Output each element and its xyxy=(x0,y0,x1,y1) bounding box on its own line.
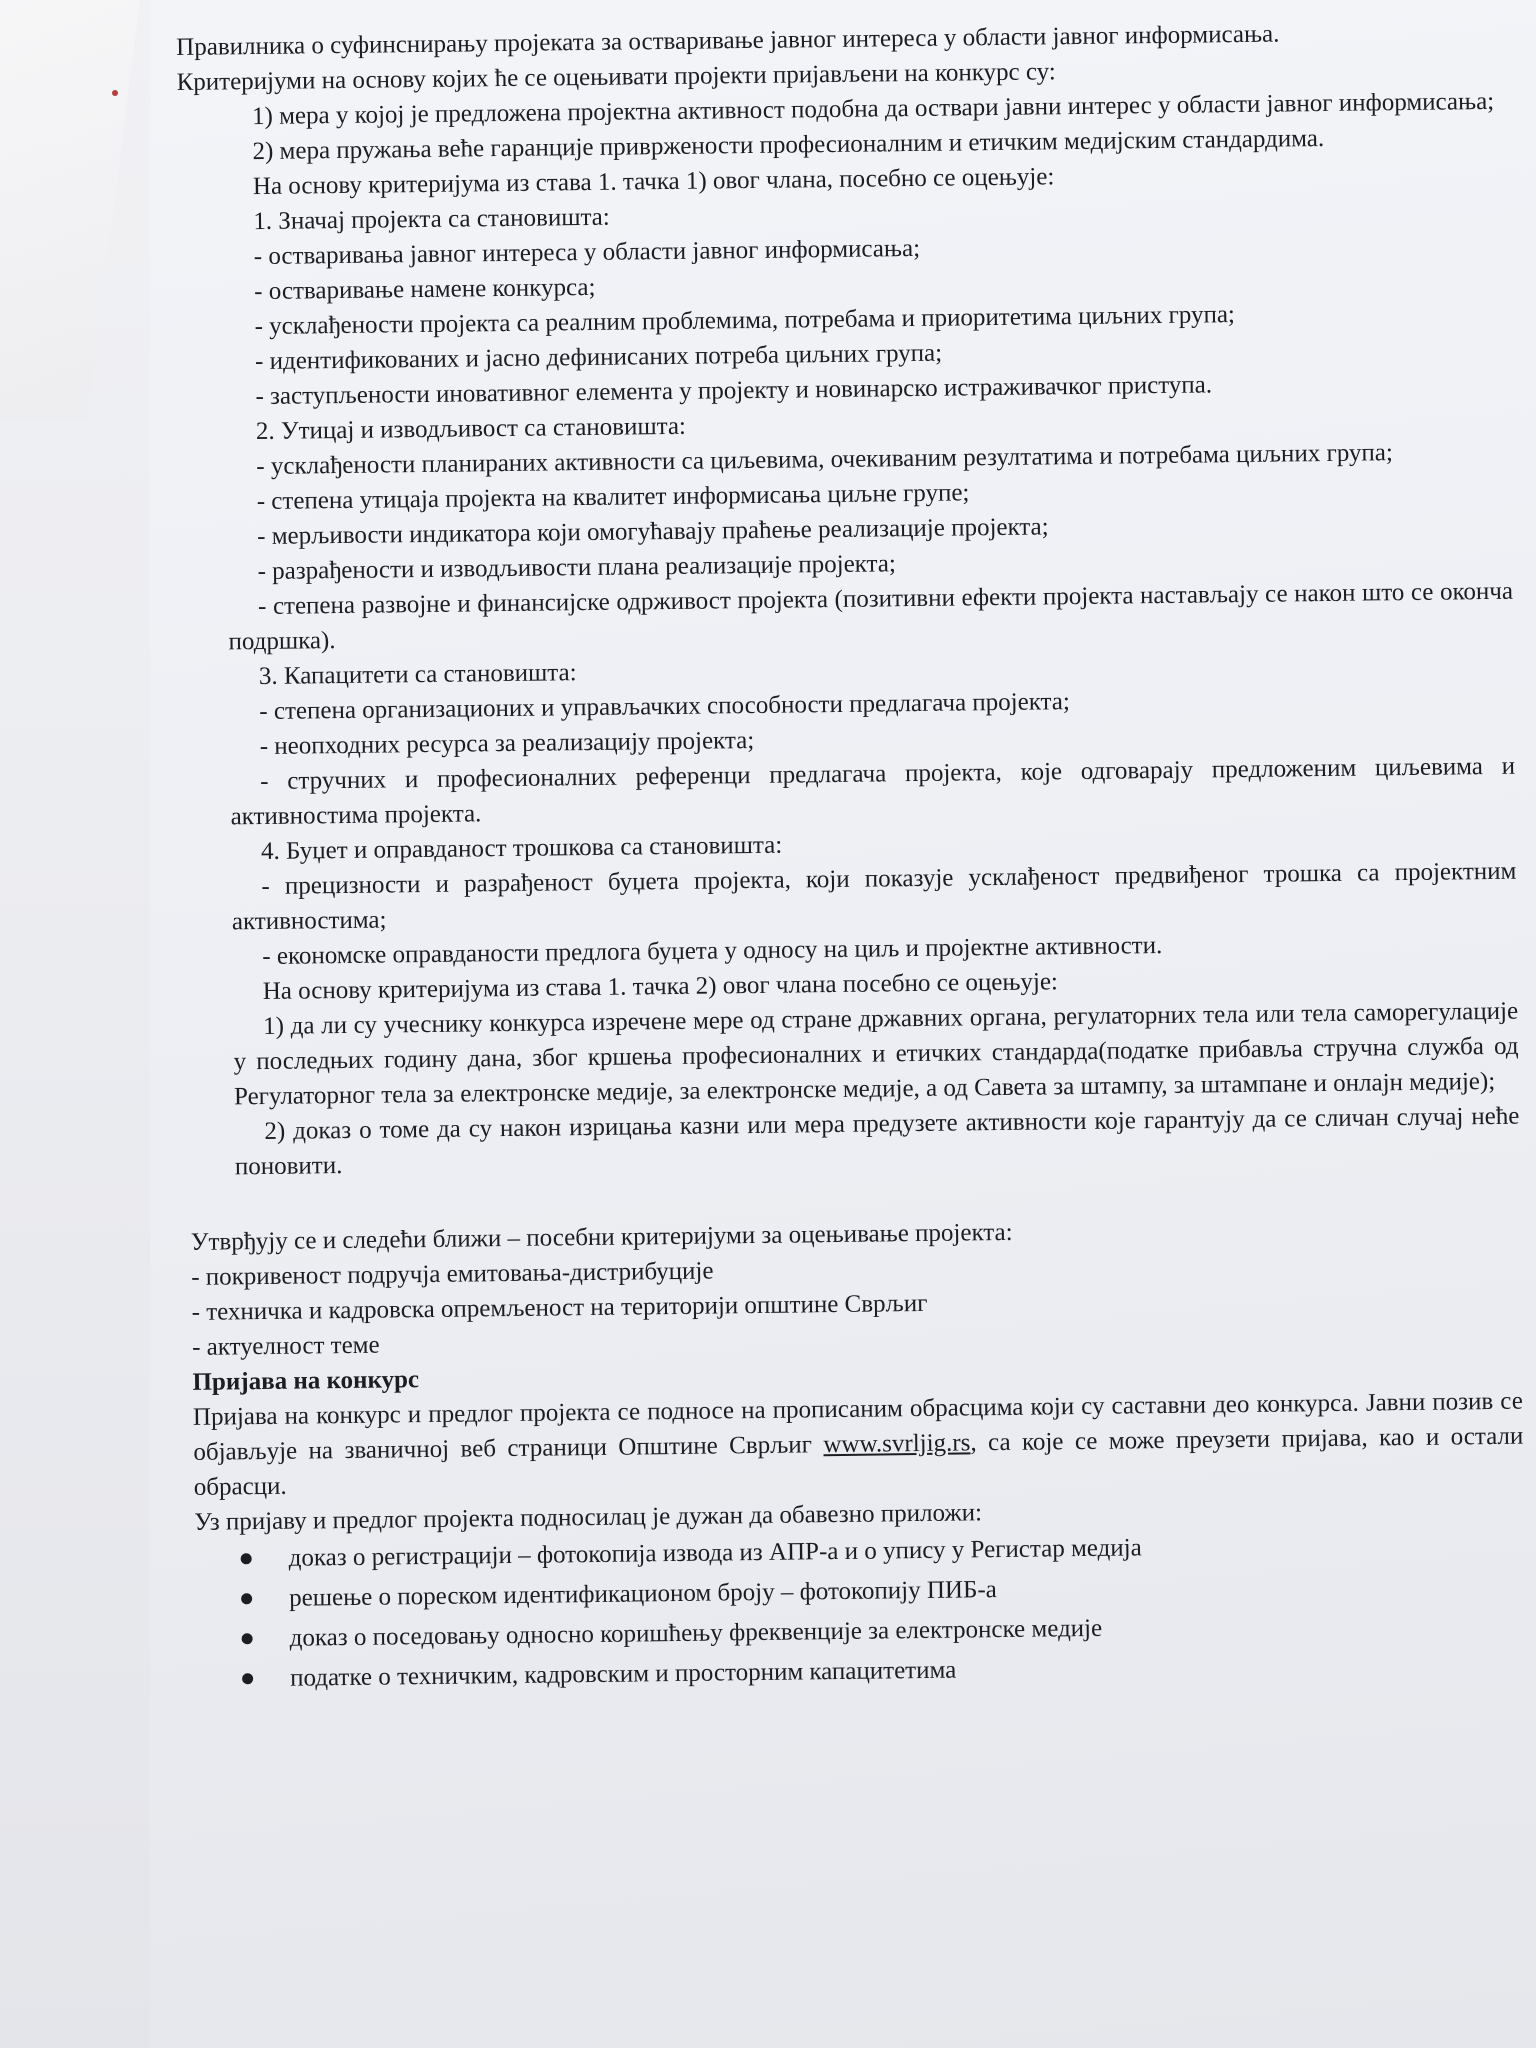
group-item: - степена организационих и управљачких способности предлагача пројекта; xyxy=(259,688,1070,726)
bullet-icon xyxy=(241,1593,252,1604)
extra-criterion: - покривеност подручја емитовања-дистрибуције xyxy=(191,1257,714,1291)
group-heading: 4. Буџет и оправданост трошкова са становишта: xyxy=(260,831,783,866)
application-heading: Пријава на конкурс xyxy=(192,1366,420,1396)
group-heading: 2. Утицај и изводљивост са становишта: xyxy=(255,412,687,446)
website-link[interactable]: www.svrljig.rs xyxy=(823,1429,971,1459)
group-item: - степена утицаја пројекта на квалитет информисања циљне групе; xyxy=(256,479,970,516)
attachments-list xyxy=(194,1524,1526,1700)
main-criterion-2: 2) мера пружања веће гаранције привржености професионалним и етичким медијским стандардима. xyxy=(252,124,1325,166)
group-item: - усклађености планираних активности са циљевима, очекиваним резултатима и потребама циљних група; xyxy=(256,439,1393,481)
underlying-page xyxy=(0,0,140,420)
criteria-intro: Критеријуми на основу којих ће се оцењивати пројекти пријављени на конкурс су: xyxy=(176,58,1056,96)
group-heading: 3. Капацитети са становишта: xyxy=(258,659,577,691)
list-item-text: доказ о поседовању односно коришћењу фреквенције за електронске медије xyxy=(289,1614,1103,1652)
extra-criterion: - актуелност теме xyxy=(191,1331,380,1361)
group-item: - мерљивости индикатора који омогућавају праћење реализације пројекта; xyxy=(257,513,1049,551)
group-item: - економске оправданости предлога буџета у односу на циљ и пројектне активности. xyxy=(262,932,1163,971)
group-item: - неопходних ресурса за реализацију пројекта; xyxy=(259,726,755,761)
bullet-icon xyxy=(242,1673,253,1684)
point1-intro: На основу критеријума из става 1. тачка 1) овог члана, посебно се оцењује: xyxy=(252,163,1055,201)
group-item: - остваривање намене конкурса; xyxy=(254,273,596,306)
extra-criterion: - техничка и кадровска опремљеност на територији општине Сврљиг xyxy=(191,1289,928,1326)
group-item: - заступљености иновативног елемента у пројекту и новинарско истраживачког приступа. xyxy=(255,371,1213,411)
point2-intro: На основу критеријума из става 1. тачка 2) овог члана посебно се оцењује: xyxy=(262,968,1059,1006)
group-item: - усклађености пројекта са реалним проблемима, потребама и приоритетима циљних група; xyxy=(254,301,1236,341)
group-item: - остваривања јавног интереса у области јавног информисања; xyxy=(253,234,921,271)
list-item-text: решење о пореском идентификационом броју – фотокопију ПИБ-а xyxy=(289,1576,997,1612)
application-text-tail: , са које се може преузети пријава, као и остали обрасци. xyxy=(193,1422,1524,1501)
intro-paragraph: Правилника о суфинснирању пројеката за остваривање јавног интереса у области јавног информисања. xyxy=(176,20,1280,61)
document-page xyxy=(176,14,1526,1700)
group-heading: 1. Значај пројекта са становишта: xyxy=(253,203,610,236)
extra-criteria-intro: Утврђују се и следећи ближи – посебни критеријуми за оцењивање пројекта: xyxy=(190,1218,1013,1256)
application-text: Пријава на конкурс и предлог пројекта се подносе на прописаним обрасцима који су саставни део конкурса. Јавни позив се објављује на званичној веб страници Општине Сврљиг xyxy=(192,1387,1524,1466)
attachments-intro: Уз пријаву и предлог пројекта подносилац је дужан да обавезно приложи: xyxy=(194,1499,983,1536)
group-item: - идентификованих и јасно дефинисаних потреба циљних група; xyxy=(254,339,943,376)
group-item: - стручних и професионалних референци предлагача пројекта, које одговарају предложеним циљевима и активностима пројекта. xyxy=(230,752,1516,831)
bullet-icon xyxy=(242,1633,253,1644)
bullet-icon xyxy=(241,1553,252,1564)
group-item: - степена развојне и финансијске одрживост пројекта (позитивни ефекти пројекта настављају се након што се оконча подршка). xyxy=(228,577,1514,656)
list-item-text: доказ о регистрацији – фотокопија извода из АПР-а и о упису у Регистар медија xyxy=(288,1534,1142,1572)
point2-item: 2) доказ о томе да су након изрицања казни или мера предузете активности које гарантују да се сличан случај неће поновити. xyxy=(234,1102,1520,1181)
main-criterion-1: 1) мера у којој је предложена пројектна активност подобна да оствари јавни интерес у области јавног информисања; xyxy=(251,87,1495,131)
group-item: - разрађености и изводљивости плана реализације пројекта; xyxy=(257,550,896,586)
point2-item: 1) да ли су учеснику конкурса изречене мере од стране државних органа, регулаторних тела или тела саморегулације у последњих годину дана, због кршења професионалних и етичких стандарда(податке прибавља стручна служба од Регулаторног тела за електронске медије, за електронске медије, а од Савета за штампу, за штампане и онлајн медије); xyxy=(233,997,1519,1111)
ink-mark xyxy=(112,90,118,96)
list-item-text: податке о техничким, кадровским и просторним капацитетима xyxy=(289,1656,957,1692)
application-paragraph xyxy=(193,1384,1524,1505)
group-item: - прецизности и разрађеност буџета пројекта, који показује усклађеност предвиђеног трошка са пројектним активностима; xyxy=(231,857,1517,936)
